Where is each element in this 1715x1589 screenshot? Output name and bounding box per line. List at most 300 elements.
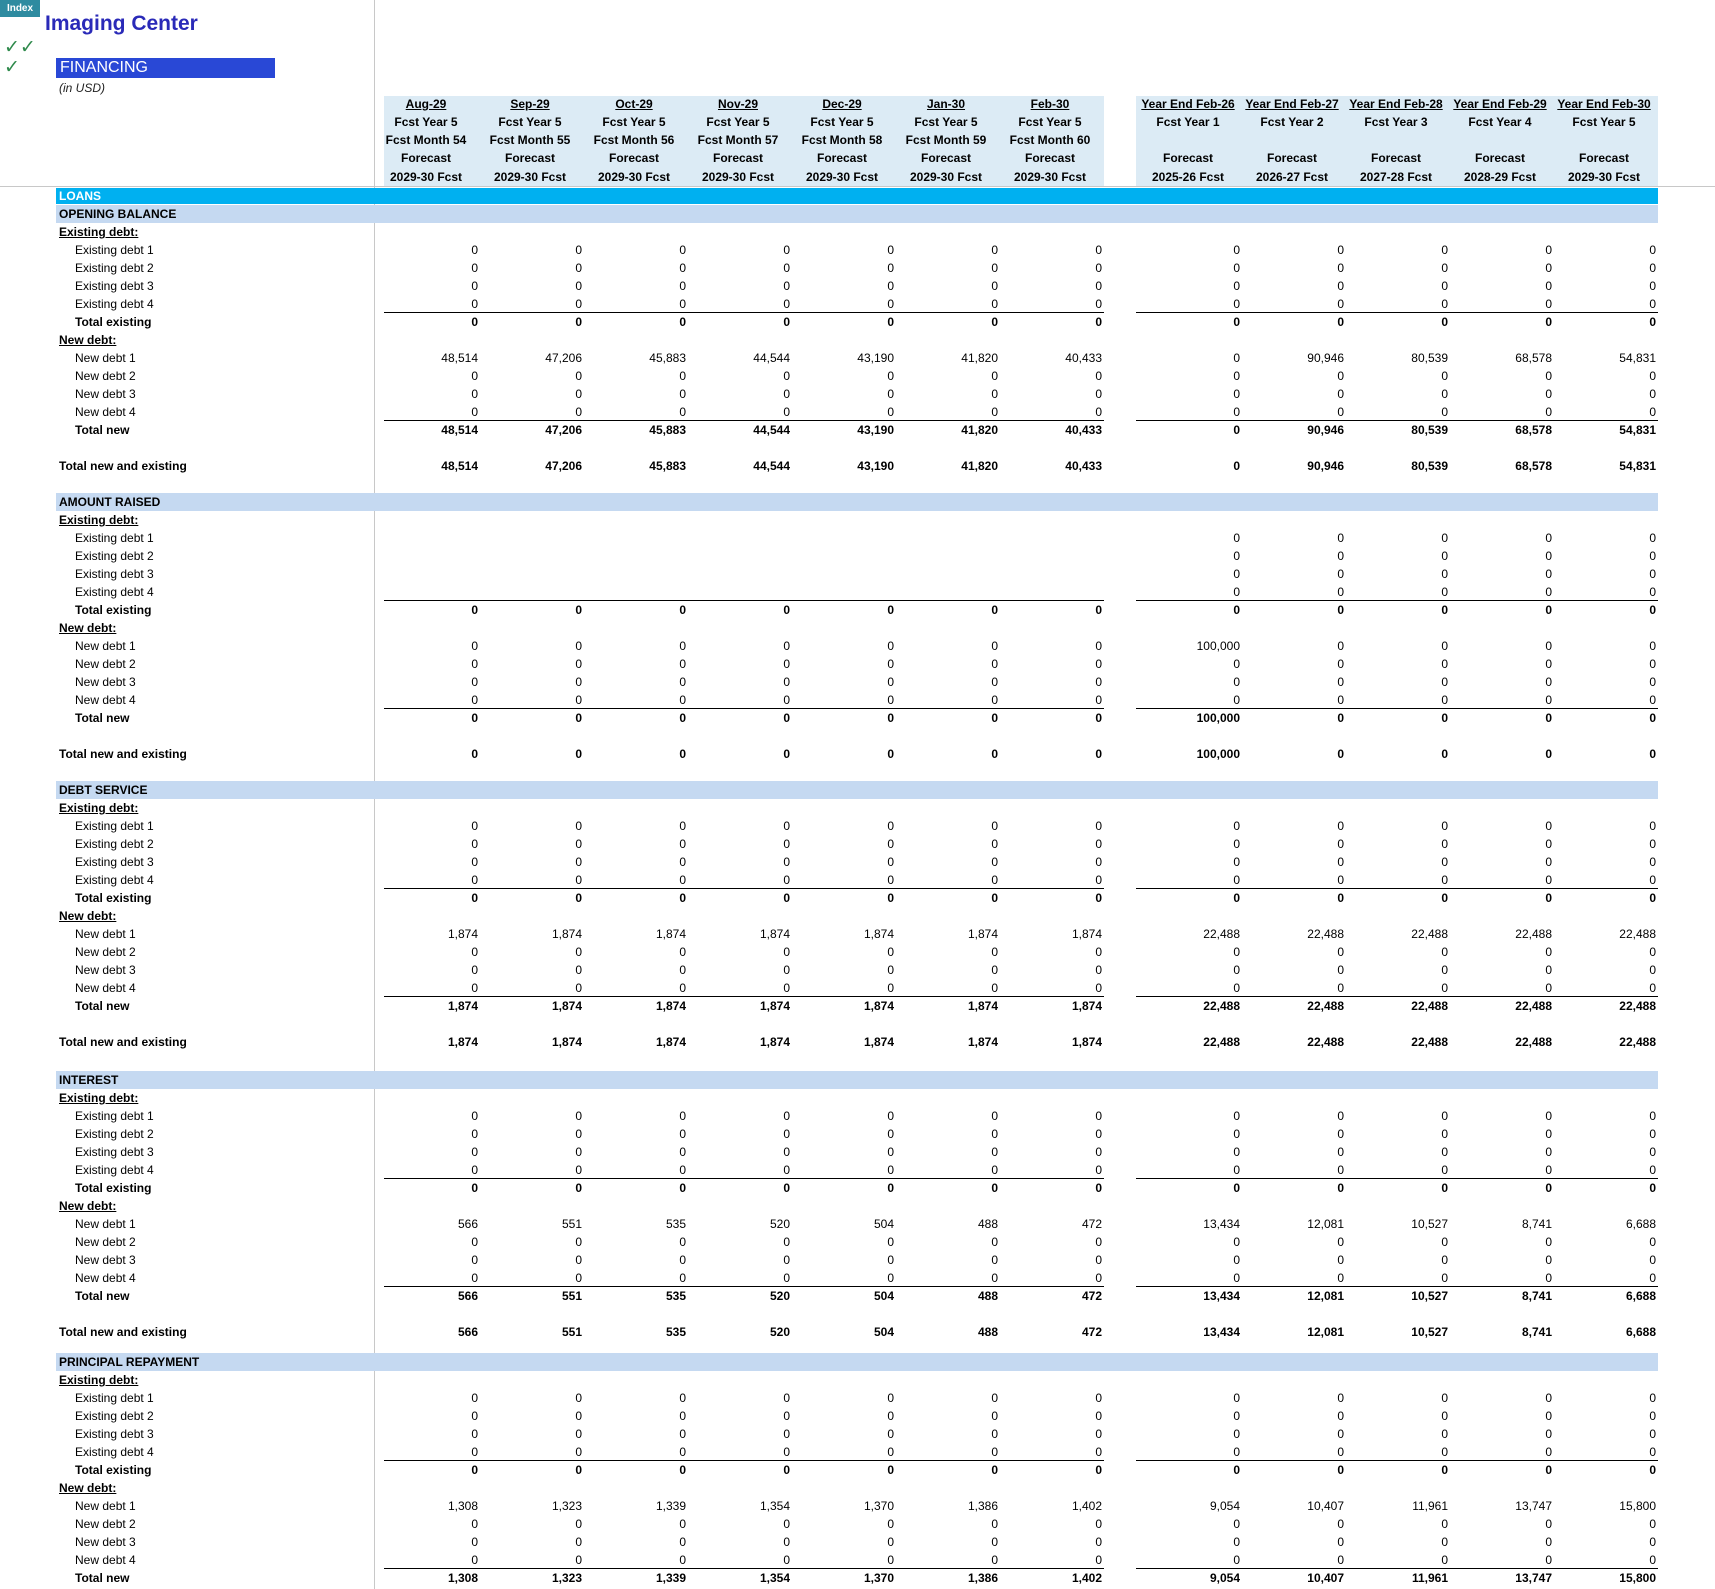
cell-value: 1,874 [655,1035,686,1049]
cell-value: 0 [1649,981,1656,995]
cell-value: 0 [1233,567,1240,581]
cell-value: 0 [1337,711,1344,725]
header-date: Dec-29 [822,97,862,111]
cell-value: 0 [679,657,686,671]
cell-value: 566 [457,1325,478,1339]
cell-value: 0 [1649,297,1656,311]
cell-value: 0 [991,1145,998,1159]
cell-value: 0 [887,639,894,653]
cell-value: 40,433 [1065,459,1102,473]
cell-value: 1,402 [1071,1571,1102,1585]
cell-value: 0 [991,657,998,671]
cell-value: 0 [1545,243,1552,257]
cell-value: 0 [887,855,894,869]
check-icon: ✓ [4,57,20,78]
cell-value: 0 [471,1181,478,1195]
header-year: Fcst Year 2 [1260,115,1324,129]
cell-value: 0 [679,1391,686,1405]
cell-value: 0 [783,297,790,311]
row-label: New debt 3 [75,1535,136,1549]
cell-value: 0 [887,369,894,383]
cell-value: 0 [1337,261,1344,275]
cell-value: 90,946 [1307,351,1344,365]
cell-value: 0 [1441,639,1448,653]
index-button[interactable]: Index [0,0,40,17]
cell-value: 0 [991,819,998,833]
cell-value: 520 [769,1325,790,1339]
cell-value: 0 [575,1271,582,1285]
cell-value [582,529,686,547]
cell-value: 0 [991,1163,998,1177]
cell-value: 0 [1545,873,1552,887]
cell-value: 1,874 [447,1035,478,1049]
cell-value: 0 [1233,1553,1240,1567]
cell-value: 0 [1233,297,1240,311]
cell-value: 0 [991,711,998,725]
cell-value: 0 [991,1271,998,1285]
row-label: New debt 1 [75,351,136,365]
cell-value: 0 [783,1271,790,1285]
cell-value: 0 [1545,1109,1552,1123]
cell-value: 80,539 [1411,351,1448,365]
cell-value: 0 [991,297,998,311]
header-year: Fcst Year 1 [1156,115,1220,129]
header-month: Fcst Month 57 [697,133,779,147]
cell-value: 0 [1337,1427,1344,1441]
cell-value: 0 [991,1235,998,1249]
cell-value: 0 [1441,675,1448,689]
cell-value [374,547,478,565]
cell-value: 0 [1649,657,1656,671]
section-header: DEBT SERVICE [56,781,1658,799]
cell-value: 0 [679,693,686,707]
new-debt-label: New debt: [59,333,117,347]
cell-value: 80,539 [1411,423,1448,437]
cell-value: 8,741 [1521,1217,1552,1231]
cell-value: 1,323 [551,1571,582,1585]
cell-value [478,547,582,565]
cell-value: 0 [1649,261,1656,275]
cell-value: 0 [1337,1391,1344,1405]
cell-value: 0 [575,1127,582,1141]
cell-value: 1,874 [863,927,894,941]
cell-value: 0 [991,387,998,401]
cell-value: 54,831 [1619,423,1656,437]
header-type: Forecast [400,151,452,165]
cell-value: 0 [1649,891,1656,905]
cell-value: 0 [1095,837,1102,851]
cell-value: 0 [1095,387,1102,401]
cell-value [998,529,1102,547]
cell-value: 0 [991,981,998,995]
cell-value: 0 [1649,1235,1656,1249]
cell-value: 0 [1095,297,1102,311]
total-existing-label: Total existing [75,315,152,329]
cell-value: 0 [679,747,686,761]
header-date: Year End Feb-28 [1349,97,1443,111]
cell-value: 6,688 [1625,1289,1656,1303]
cell-value: 0 [679,1163,686,1177]
cell-value: 0 [887,819,894,833]
cell-value: 0 [1649,567,1656,581]
cell-value: 0 [471,1127,478,1141]
cell-value: 551 [561,1217,582,1231]
cell-value: 100,000 [1196,711,1240,725]
cell-value: 0 [471,657,478,671]
cell-value: 0 [991,747,998,761]
cell-value: 41,820 [961,351,998,365]
cell-value: 22,488 [1307,999,1344,1013]
cell-value: 0 [1441,1271,1448,1285]
cell-value: 488 [977,1289,998,1303]
cell-value: 0 [679,1145,686,1159]
cell-value: 0 [471,837,478,851]
cell-value: 0 [1649,1271,1656,1285]
cell-value: 551 [561,1289,582,1303]
cell-value: 0 [887,1445,894,1459]
cell-value: 0 [991,873,998,887]
cell-value: 0 [575,1517,582,1531]
cell-value: 0 [1649,1463,1656,1477]
cell-value: 0 [1095,1427,1102,1441]
cell-value: 0 [783,1445,790,1459]
cell-value: 1,874 [551,927,582,941]
header-fiscal-year: 2029-30 Fcst [597,170,671,184]
cell-value: 0 [1337,585,1344,599]
cell-value: 1,370 [863,1499,894,1513]
cell-value: 0 [679,1463,686,1477]
cell-value: 0 [1233,549,1240,563]
row-label: New debt 3 [75,675,136,689]
cell-value: 0 [471,675,478,689]
cell-value: 0 [1337,963,1344,977]
total-existing-label: Total existing [75,603,152,617]
cell-value: 1,874 [759,999,790,1013]
cell-value: 0 [783,837,790,851]
cell-value: 0 [1337,1271,1344,1285]
cell-value: 0 [1545,1463,1552,1477]
cell-value: 0 [1337,567,1344,581]
cell-value: 0 [471,279,478,293]
header-fiscal-year: 2029-30 Fcst [805,170,879,184]
cell-value: 1,308 [447,1499,478,1513]
cell-value: 9,054 [1209,1499,1240,1513]
cell-value: 0 [1095,369,1102,383]
cell-value: 0 [575,981,582,995]
header-type: Forecast [1370,151,1422,165]
cell-value: 0 [1649,279,1656,293]
cell-value: 0 [1233,819,1240,833]
cell-value: 0 [887,963,894,977]
cell-value: 0 [783,675,790,689]
cell-value: 0 [1095,1253,1102,1267]
cell-value: 0 [1441,1235,1448,1249]
total-new-and-existing-label: Total new and existing [59,1325,187,1339]
cell-value: 0 [471,945,478,959]
cell-value: 0 [1233,1535,1240,1549]
header-year: Fcst Year 3 [1364,115,1428,129]
cell-value: 1,370 [863,1571,894,1585]
row-label: Existing debt 4 [75,873,154,887]
cell-value: 0 [1545,693,1552,707]
cell-value: 22,488 [1203,1035,1240,1049]
cell-value: 0 [1545,891,1552,905]
cell-value: 1,874 [967,999,998,1013]
cell-value: 0 [575,891,582,905]
row-label: Existing debt 3 [75,1427,154,1441]
cell-value: 0 [1441,855,1448,869]
cell-value: 47,206 [545,423,582,437]
cell-value: 10,527 [1411,1217,1448,1231]
cell-value: 0 [1337,1463,1344,1477]
header-month [1344,131,1448,149]
cell-value: 0 [1545,1535,1552,1549]
cell-value: 0 [1441,1427,1448,1441]
cell-value: 551 [561,1325,582,1339]
cell-value: 13,434 [1203,1325,1240,1339]
cell-value: 0 [887,1517,894,1531]
row-label: Existing debt 2 [75,549,154,563]
header-type: Forecast [608,151,660,165]
total-new-label: Total new [75,1571,130,1585]
cell-value: 45,883 [649,459,686,473]
cell-value: 0 [471,855,478,869]
cell-value: 0 [1095,747,1102,761]
cell-value: 0 [1545,585,1552,599]
cell-value: 0 [471,243,478,257]
cell-value: 0 [991,1427,998,1441]
cell-value: 100,000 [1196,639,1240,653]
cell-value: 0 [679,981,686,995]
header-type: Forecast [1578,151,1630,165]
cell-value: 0 [1441,369,1448,383]
cell-value: 0 [1649,819,1656,833]
cell-value: 22,488 [1619,927,1656,941]
new-debt-label: New debt: [59,1481,117,1495]
cell-value: 0 [1545,639,1552,653]
cell-value: 8,741 [1521,1325,1552,1339]
cell-value: 488 [977,1217,998,1231]
cell-value: 0 [887,675,894,689]
cell-value: 0 [1441,405,1448,419]
cell-value: 1,339 [655,1571,686,1585]
cell-value: 0 [471,369,478,383]
cell-value: 0 [575,603,582,617]
header-date: Year End Feb-30 [1557,97,1651,111]
cell-value: 0 [1545,603,1552,617]
cell-value: 0 [1649,1253,1656,1267]
cell-value: 0 [887,297,894,311]
cell-value: 0 [471,315,478,329]
total-existing-label: Total existing [75,1463,152,1477]
cell-value: 43,190 [857,423,894,437]
cell-value: 0 [991,1535,998,1549]
cell-value: 0 [783,1553,790,1567]
cell-value: 13,747 [1515,1571,1552,1585]
cell-value: 0 [783,261,790,275]
cell-value: 0 [783,1253,790,1267]
cell-value: 0 [471,1463,478,1477]
cell-value: 0 [887,1253,894,1267]
cell-value: 44,544 [753,423,790,437]
cell-value: 0 [991,963,998,977]
cell-value: 0 [1095,1463,1102,1477]
cell-value: 0 [1649,387,1656,401]
cell-value: 0 [679,297,686,311]
header-date: Feb-30 [1030,97,1070,111]
row-label: New debt 3 [75,387,136,401]
cell-value [686,565,790,583]
total-new-and-existing-label: Total new and existing [59,459,187,473]
cell-value: 0 [783,981,790,995]
cell-value: 0 [1233,1517,1240,1531]
cell-value: 15,800 [1619,1499,1656,1513]
total-existing-label: Total existing [75,1181,152,1195]
cell-value: 0 [575,243,582,257]
cell-value: 472 [1081,1289,1102,1303]
cell-value: 0 [991,243,998,257]
cell-value: 0 [1095,945,1102,959]
cell-value: 0 [679,945,686,959]
cell-value: 0 [991,603,998,617]
cell-value: 0 [1649,1391,1656,1405]
total-new-and-existing-label: Total new and existing [59,1035,187,1049]
cell-value: 0 [1545,981,1552,995]
header-date: Sep-29 [510,97,550,111]
cell-value: 0 [1545,387,1552,401]
cell-value: 0 [1441,963,1448,977]
loans-band: LOANS [56,188,1658,204]
header-date: Year End Feb-29 [1453,97,1547,111]
cell-value: 0 [1441,819,1448,833]
cell-value: 0 [1233,1235,1240,1249]
header-fiscal-year: 2025-26 Fcst [1151,170,1225,184]
cell-value: 0 [679,873,686,887]
header-fiscal-year: 2029-30 Fcst [1013,170,1087,184]
cell-value: 0 [1545,1235,1552,1249]
total-new-label: Total new [75,711,130,725]
header-month: Fcst Month 59 [905,133,987,147]
cell-value: 0 [887,711,894,725]
cell-value: 1,874 [1071,1035,1102,1049]
cell-value: 22,488 [1411,999,1448,1013]
cell-value: 535 [665,1325,686,1339]
cell-value: 0 [575,1145,582,1159]
cell-value: 43,190 [857,459,894,473]
cell-value: 0 [1233,423,1240,437]
cell-value: 0 [1649,1181,1656,1195]
cell-value: 0 [991,639,998,653]
cell-value: 0 [1095,693,1102,707]
cell-value: 1,874 [759,1035,790,1049]
cell-value: 0 [887,405,894,419]
cell-value: 0 [1233,1445,1240,1459]
cell-value: 0 [1649,549,1656,563]
cell-value: 566 [457,1217,478,1231]
cell-value: 1,354 [759,1571,790,1585]
cell-value: 0 [1545,1553,1552,1567]
cell-value: 0 [471,1409,478,1423]
cell-value: 0 [1649,1409,1656,1423]
header-fiscal-year: 2029-30 Fcst [701,170,775,184]
header-date: Nov-29 [717,97,758,111]
cell-value: 0 [1337,387,1344,401]
cell-value [790,529,894,547]
cell-value: 0 [1441,1553,1448,1567]
header-year: Fcst Year 5 [706,115,770,129]
cell-value: 41,820 [961,459,998,473]
cell-value: 0 [1545,1445,1552,1459]
cell-value: 10,527 [1411,1325,1448,1339]
cell-value: 0 [471,747,478,761]
cell-value: 0 [1233,1463,1240,1477]
cell-value: 0 [575,1463,582,1477]
cell-value [686,547,790,565]
cell-value: 0 [1095,891,1102,905]
cell-value: 0 [1233,1409,1240,1423]
cell-value: 0 [1095,657,1102,671]
cell-value: 0 [1545,1163,1552,1177]
cell-value: 0 [575,837,582,851]
cell-value: 0 [1233,1127,1240,1141]
cell-value: 0 [1233,603,1240,617]
cell-value: 43,190 [857,351,894,365]
cell-value: 0 [1337,297,1344,311]
row-label: New debt 3 [75,1253,136,1267]
cell-value: 0 [575,1253,582,1267]
cell-value: 0 [575,261,582,275]
section-banner: FINANCING [56,58,275,78]
cell-value: 0 [679,1127,686,1141]
cell-value: 0 [1233,387,1240,401]
cell-value: 0 [783,1463,790,1477]
cell-value: 0 [991,1127,998,1141]
cell-value: 0 [1095,639,1102,653]
cell-value: 0 [1233,657,1240,671]
header-year: Fcst Year 5 [394,115,458,129]
new-debt-label: New debt: [59,909,117,923]
row-label: Existing debt 4 [75,1163,154,1177]
cell-value: 0 [1649,837,1656,851]
cell-value: 0 [575,675,582,689]
cell-value: 0 [471,1517,478,1531]
cell-value: 0 [1337,855,1344,869]
cell-value: 0 [1649,1127,1656,1141]
cell-value: 0 [1545,405,1552,419]
cell-value: 0 [1337,639,1344,653]
cell-value: 0 [1441,1517,1448,1531]
row-label: New debt 4 [75,1271,136,1285]
cell-value: 0 [575,1535,582,1549]
cell-value: 0 [783,819,790,833]
cell-value: 0 [1441,1145,1448,1159]
cell-value: 13,434 [1203,1217,1240,1231]
cell-value: 0 [783,693,790,707]
cell-value: 0 [783,405,790,419]
cell-value: 90,946 [1307,423,1344,437]
cell-value: 0 [575,1445,582,1459]
cell-value: 10,407 [1307,1499,1344,1513]
cell-value: 0 [1337,603,1344,617]
cell-value: 0 [1545,315,1552,329]
cell-value: 0 [1441,1391,1448,1405]
cell-value: 22,488 [1411,1035,1448,1049]
cell-value: 0 [1545,837,1552,851]
cell-value: 0 [991,945,998,959]
section-header: OPENING BALANCE [56,205,1658,223]
cell-value: 0 [1545,549,1552,563]
header-month: Fcst Month 55 [489,133,571,147]
